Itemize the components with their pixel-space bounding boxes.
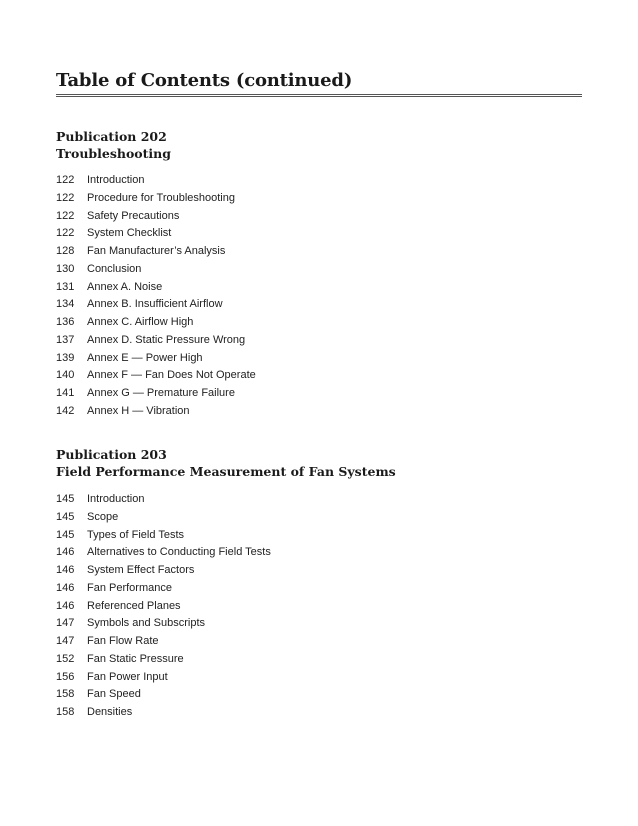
toc-entry[interactable]	[56, 190, 582, 208]
toc-page-number: 122	[56, 209, 75, 222]
toc-entry[interactable]	[56, 403, 582, 421]
toc-page-number: 122	[56, 191, 75, 204]
toc-page-number: 146	[56, 599, 75, 612]
toc-entry[interactable]	[56, 686, 582, 704]
toc-entry-label: Fan Static Pressure	[87, 652, 184, 665]
toc-entry-label: Scope	[87, 510, 119, 523]
toc-page-number: 145	[56, 528, 75, 541]
page-title: Table of Contents (continued)	[56, 70, 582, 97]
toc-page-number: 141	[56, 387, 75, 399]
toc-page-number: 146	[56, 546, 75, 559]
toc-entry[interactable]	[56, 314, 582, 332]
toc-entry-label: Densities	[87, 706, 133, 718]
toc-entry[interactable]	[56, 580, 582, 598]
toc-entry-label: Annex D. Static Pressure Wrong	[87, 333, 246, 346]
toc-entry[interactable]	[56, 704, 582, 722]
toc-page-number: 122	[56, 227, 75, 240]
toc-entry-label: System Checklist	[87, 227, 172, 240]
toc-page-number: 139	[56, 351, 75, 364]
toc-entry-label: Annex A. Noise	[87, 280, 163, 293]
toc-entry[interactable]	[56, 243, 582, 261]
toc-entry-list	[56, 172, 582, 421]
toc-entry[interactable]	[56, 225, 582, 243]
toc-entry[interactable]	[56, 491, 582, 509]
toc-entry[interactable]	[56, 350, 582, 368]
toc-entry[interactable]	[56, 261, 582, 279]
toc-page-number: 136	[56, 316, 75, 328]
toc-page-number: 134	[56, 298, 75, 311]
section-publication-203	[56, 446, 582, 722]
toc-entry-list	[56, 491, 582, 722]
toc-page-number: 137	[56, 333, 75, 346]
toc-entry-label: Annex E — Power High	[87, 351, 203, 364]
toc-entry-label: Procedure for Troubleshooting	[87, 191, 235, 204]
toc-page-number: 147	[56, 635, 75, 647]
publication-number: Publication 202	[56, 129, 167, 144]
toc-entry[interactable]	[56, 633, 582, 651]
publication-subtitle: Field Performance Measurement of Fan Systems	[56, 464, 396, 479]
toc-entry-label: System Effect Factors	[87, 564, 195, 576]
toc-entry[interactable]	[56, 296, 582, 314]
toc-entry[interactable]	[56, 562, 582, 580]
toc-page-number: 145	[56, 510, 75, 523]
toc-entry[interactable]	[56, 279, 582, 297]
toc-entry-label: Safety Precautions	[87, 209, 180, 222]
toc-page-number: 158	[56, 706, 75, 718]
toc-page-number: 146	[56, 564, 75, 576]
toc-entry[interactable]	[56, 385, 582, 403]
toc-page-number: 128	[56, 245, 75, 257]
toc-entry[interactable]	[56, 172, 582, 190]
toc-entry[interactable]	[56, 509, 582, 527]
toc-entry[interactable]	[56, 332, 582, 350]
toc-entry-label: Introduction	[87, 174, 145, 186]
toc-page-number: 145	[56, 493, 75, 505]
toc-entry-label: Introduction	[87, 493, 145, 505]
toc-entry-label: Referenced Planes	[87, 599, 181, 612]
toc-entry-label: Annex G — Premature Failure	[87, 387, 235, 399]
toc-entry-label: Symbols and Subscripts	[87, 617, 205, 630]
toc-entry-label: Fan Power Input	[87, 670, 168, 683]
toc-page-number: 142	[56, 404, 75, 417]
toc-entry-label: Annex B. Insufficient Airflow	[87, 298, 223, 311]
toc-entry[interactable]	[56, 527, 582, 545]
toc-entry-label: Annex C. Airflow High	[87, 316, 194, 328]
toc-entry[interactable]	[56, 615, 582, 633]
toc-entry-label: Fan Performance	[87, 581, 172, 594]
toc-page-number: 156	[56, 670, 75, 683]
publication-number: Publication 203	[56, 447, 167, 462]
toc-page-number: 158	[56, 688, 75, 701]
toc-entry[interactable]	[56, 208, 582, 226]
toc-entry-label: Annex F — Fan Does Not Operate	[87, 369, 256, 382]
toc-entry-label: Annex H — Vibration	[87, 404, 190, 417]
toc-page-number: 146	[56, 581, 75, 594]
toc-entry[interactable]	[56, 669, 582, 687]
publication-subtitle: Troubleshooting	[56, 146, 171, 161]
toc-page-number: 130	[56, 262, 75, 275]
toc-entry-label: Fan Flow Rate	[87, 635, 159, 647]
toc-entry[interactable]	[56, 544, 582, 562]
toc-entry[interactable]	[56, 651, 582, 669]
section-publication-202	[56, 128, 582, 421]
toc-page-number: 140	[56, 369, 75, 382]
toc-page-number: 122	[56, 174, 75, 186]
toc-entry-label: Fan Speed	[87, 688, 141, 701]
toc-entry-label: Types of Field Tests	[87, 528, 185, 541]
toc-page-number: 147	[56, 617, 75, 630]
toc-entry-label: Conclusion	[87, 262, 142, 275]
toc-page-number: 152	[56, 652, 75, 665]
toc-entry[interactable]	[56, 367, 582, 385]
toc-entry-label: Alternatives to Conducting Field Tests	[87, 546, 271, 559]
toc-entry-label: Fan Manufacturer’s Analysis	[87, 245, 226, 257]
toc-entry[interactable]	[56, 598, 582, 616]
toc-page-number: 131	[56, 280, 75, 293]
